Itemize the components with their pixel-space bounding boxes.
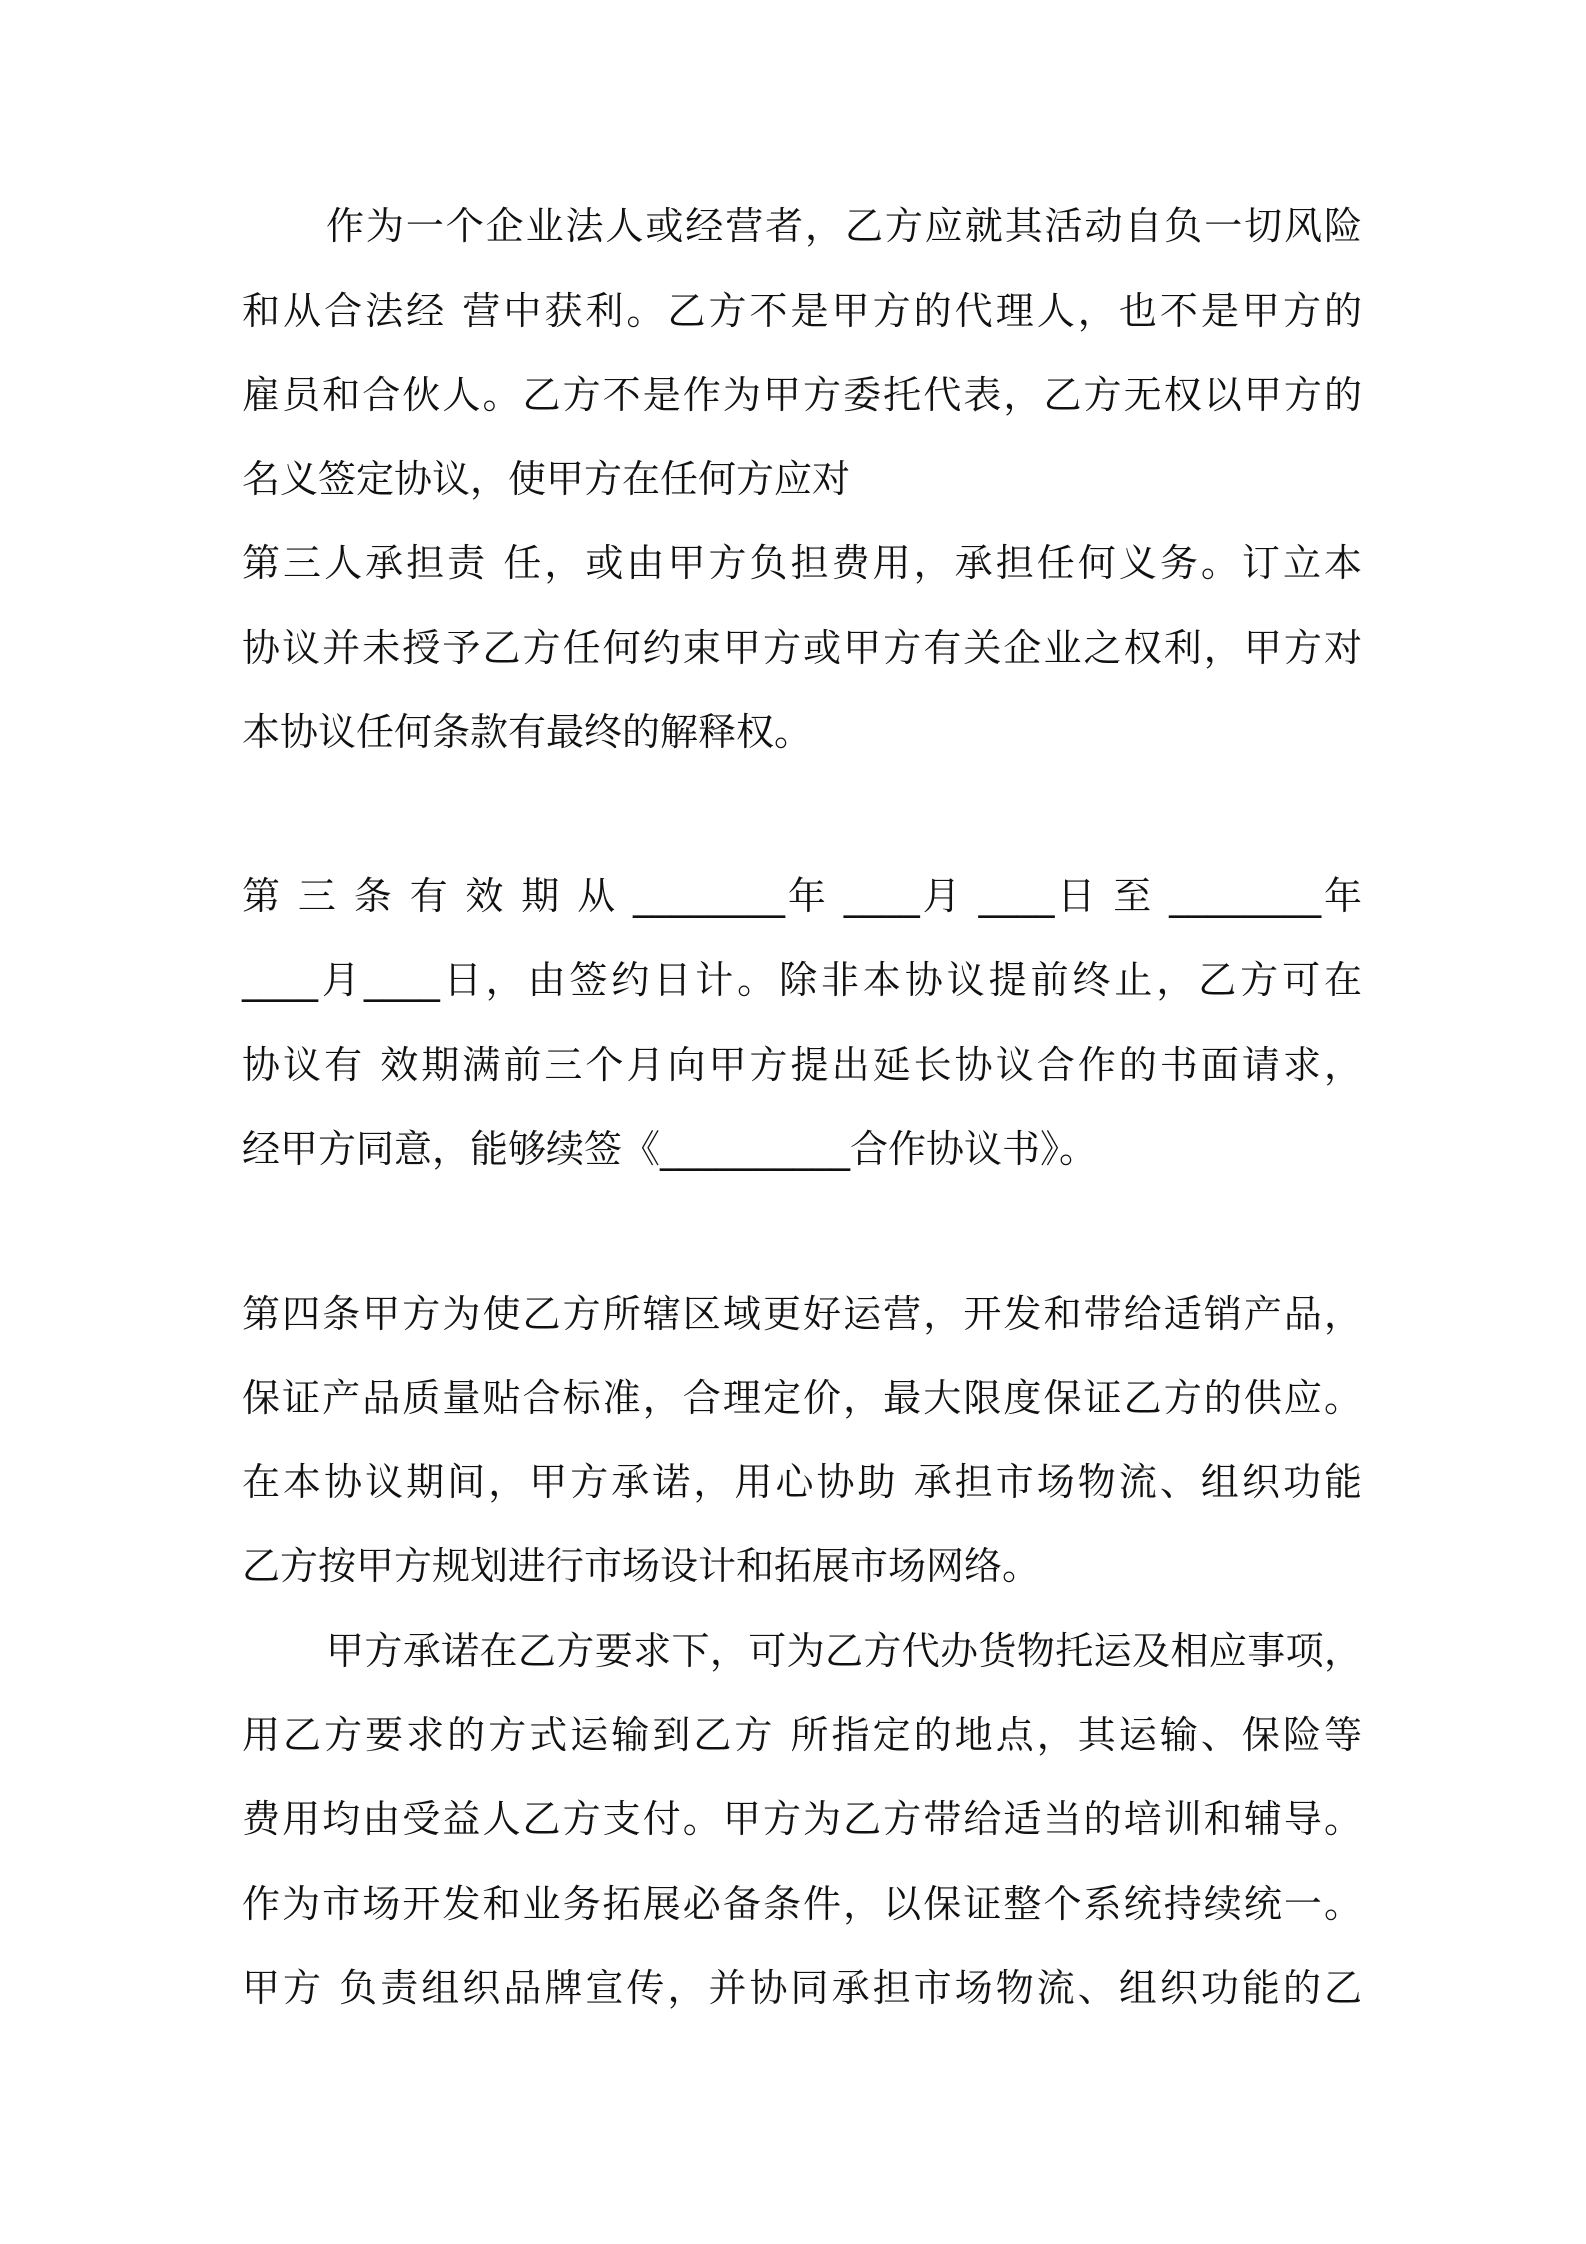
text-line: 名义签定协议，使甲方在任何方应对: [242, 457, 851, 501]
text-line: 本协议任何条款有最终的解释权。: [242, 710, 813, 754]
text-line: 甲方承诺在乙方要求下，可为乙方代办货物托运及相应事项，: [326, 1629, 1362, 1673]
text-line: 保证产品质量贴合标准，合理定价，最大限度保证乙方的供应。: [242, 1376, 1362, 1420]
text-line: 费用均由受益人乙方支付。甲方为乙方带给适当的培训和辅导。: [242, 1797, 1362, 1841]
text-line: 第三人承担责 任，或由甲方负担费用，承担任何义务。订立本: [242, 541, 1362, 585]
text-line: 协议有 效期满前三个月向甲方提出延长协议合作的书面请求，: [242, 1043, 1362, 1087]
text-line: 雇员和合伙人。乙方不是作为甲方委托代表，乙方无权以甲方的: [242, 373, 1362, 417]
text-line: 作为市场开发和业务拓展必备条件，以保证整个系统持续统一。: [242, 1882, 1362, 1926]
text-line: 作为一个企业法人或经营者，乙方应就其活动自负一切风险: [326, 204, 1362, 248]
text-line: 在本协议期间，甲方承诺，用心协助 承担市场物流、组织功能: [242, 1460, 1362, 1504]
text-line: 用乙方要求的方式运输到乙方 所指定的地点，其运输、保险等: [242, 1713, 1362, 1757]
text-line: 乙方按甲方规划进行市场设计和拓展市场网络。: [242, 1544, 1041, 1588]
text-line: 和从合法经 营中获利。乙方不是甲方的代理人，也不是甲方的: [242, 289, 1362, 333]
text-line: ____月____日，由签约日计。除非本协议提前终止，乙方可在: [242, 958, 1362, 1002]
text-line: 经甲方同意，能够续签《__________合作协议书》。: [242, 1127, 1098, 1171]
text-line: 协议并未授予乙方任何约束甲方或甲方有关企业之权利，甲方对: [242, 626, 1362, 670]
text-line: 第 三 条 有 效 期 从 ________年 ____月 ____日 至 ________年: [242, 874, 1362, 918]
text-line: 第四条甲方为使乙方所辖区域更好运营，开发和带给适销产品，: [242, 1292, 1362, 1336]
text-line: 甲方 负责组织品牌宣传，并协同承担市场物流、组织功能的乙: [242, 1966, 1362, 2010]
